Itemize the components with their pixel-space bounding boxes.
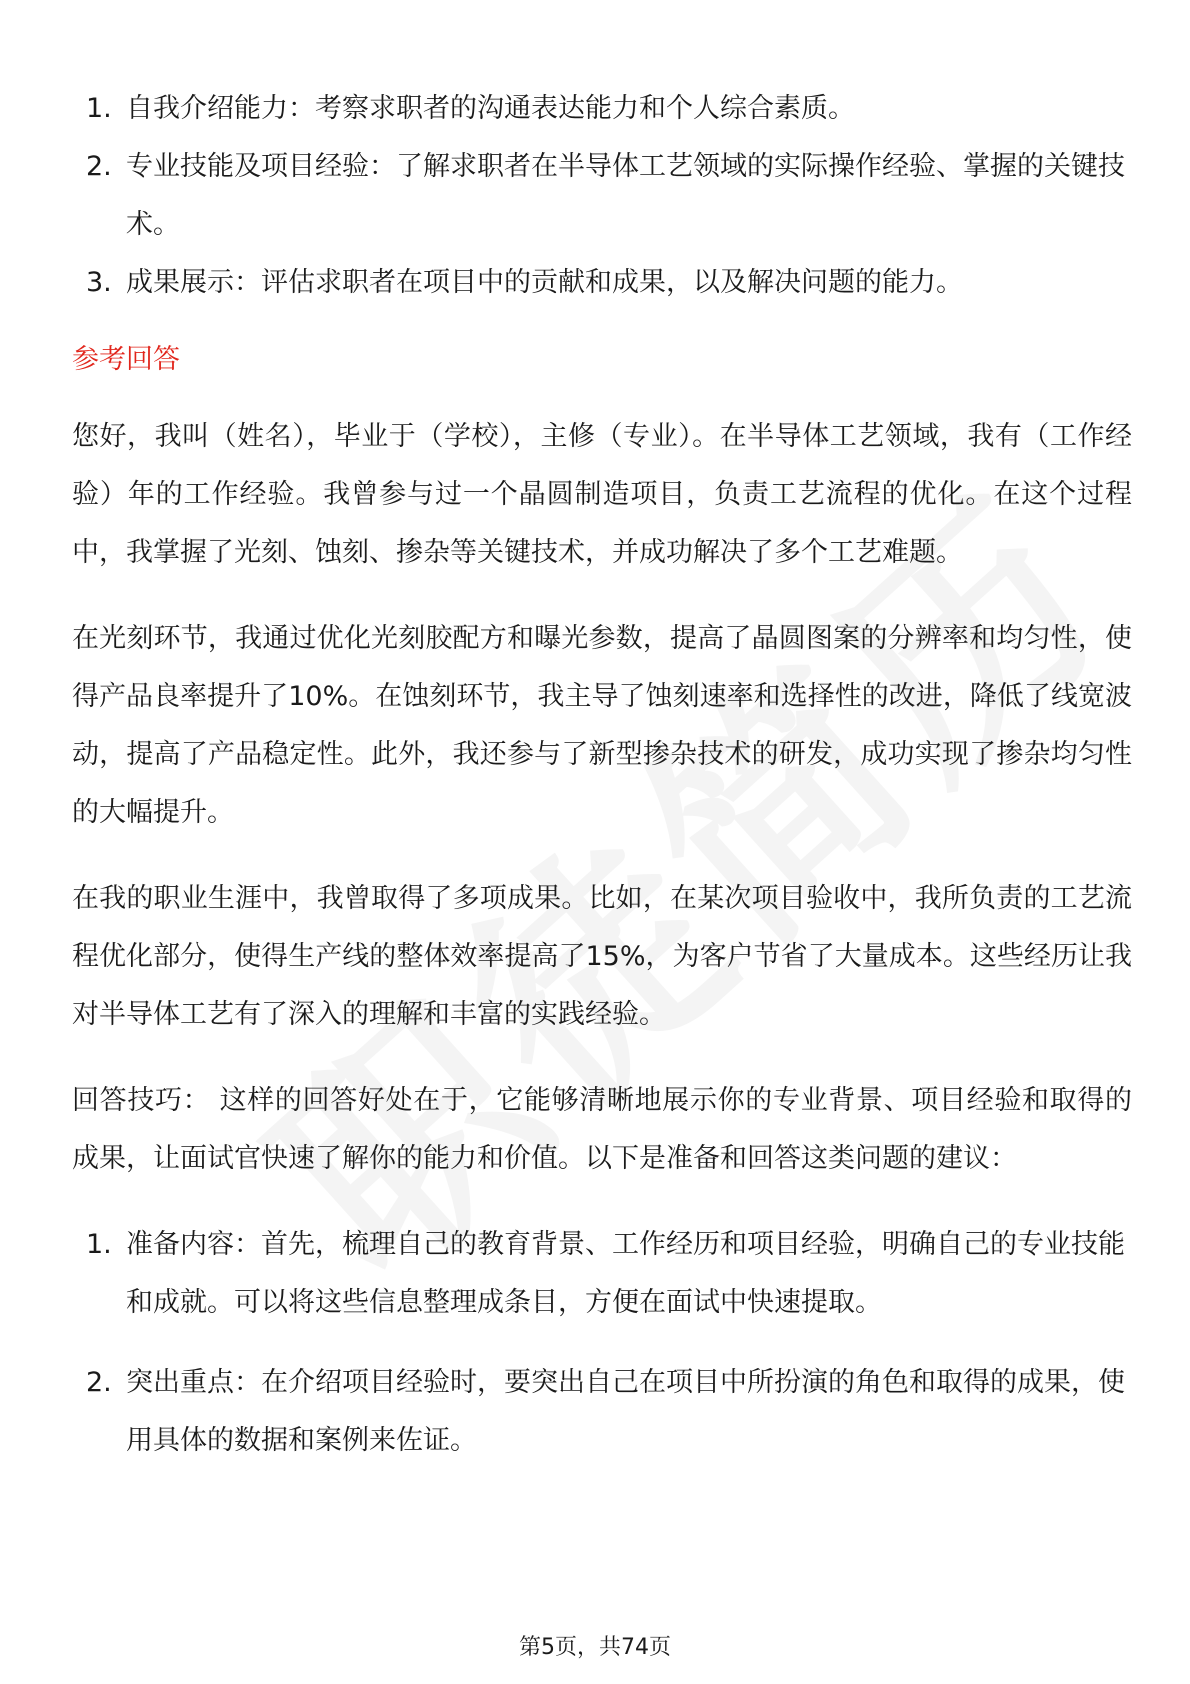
- list-number: 2.: [86, 151, 112, 182]
- list-number: 1.: [86, 1229, 112, 1260]
- list-item: [72, 1354, 1132, 1470]
- criteria-list: [72, 80, 1132, 312]
- list-text: 准备内容：首先，梳理自己的教育背景、工作经历和项目经验，明确自己的专业技能和成就。可以将这些信息整理成条目，方便在面试中快速提取。: [126, 1229, 1125, 1318]
- paragraph: 您好，我叫（姓名），毕业于（学校），主修（专业）。在半导体工艺领域，我有（工作经验）年的工作经验。我曾参与过一个晶圆制造项目，负责工艺流程的优化。在这个过程中，我掌握了光刻、蚀刻、掺杂等关键技术，并成功解决了多个工艺难题。: [72, 421, 1132, 568]
- paragraph: 回答技巧： 这样的回答好处在于，它能够清晰地展示你的专业背景、项目经验和取得的成果，让面试官快速了解你的能力和价值。以下是准备和回答这类问题的建议：: [72, 1085, 1132, 1174]
- paragraph: 在光刻环节，我通过优化光刻胶配方和曝光参数，提高了晶圆图案的分辨率和均匀性，使得产品良率提升了10%。在蚀刻环节，我主导了蚀刻速率和选择性的改进，降低了线宽波动，提高了产品稳定性。此外，我还参与了新型掺杂技术的研发，成功实现了掺杂均匀性的大幅提升。: [72, 623, 1132, 828]
- list-number: 1.: [86, 93, 112, 124]
- page-footer: 第5页，共74页: [519, 1635, 671, 1660]
- list-item: [72, 254, 1132, 312]
- page-content: [72, 80, 1132, 1492]
- list-item: [72, 1216, 1132, 1332]
- list-item: [72, 138, 1132, 254]
- list-number: 3.: [86, 267, 112, 298]
- list-text: 专业技能及项目经验：了解求职者在半导体工艺领域的实际操作经验、掌握的关键技术。: [126, 151, 1125, 240]
- section-title: 参考回答: [72, 344, 180, 375]
- tips-list: [72, 1216, 1132, 1470]
- list-text: 突出重点：在介绍项目经验时，要突出自己在项目中所扮演的角色和取得的成果，使用具体的数据和案例来佐证。: [126, 1367, 1125, 1456]
- list-number: 2.: [86, 1367, 112, 1398]
- list-text: 成果展示：评估求职者在项目中的贡献和成果，以及解决问题的能力。: [126, 267, 963, 298]
- list-text: 自我介绍能力：考察求职者的沟通表达能力和个人综合素质。: [126, 93, 855, 124]
- paragraph: 在我的职业生涯中，我曾取得了多项成果。比如，在某次项目验收中，我所负责的工艺流程优化部分，使得生产线的整体效率提高了15%，为客户节省了大量成本。这些经历让我对半导体工艺有了深入的理解和丰富的实践经验。: [72, 883, 1132, 1030]
- list-item: [72, 80, 1132, 138]
